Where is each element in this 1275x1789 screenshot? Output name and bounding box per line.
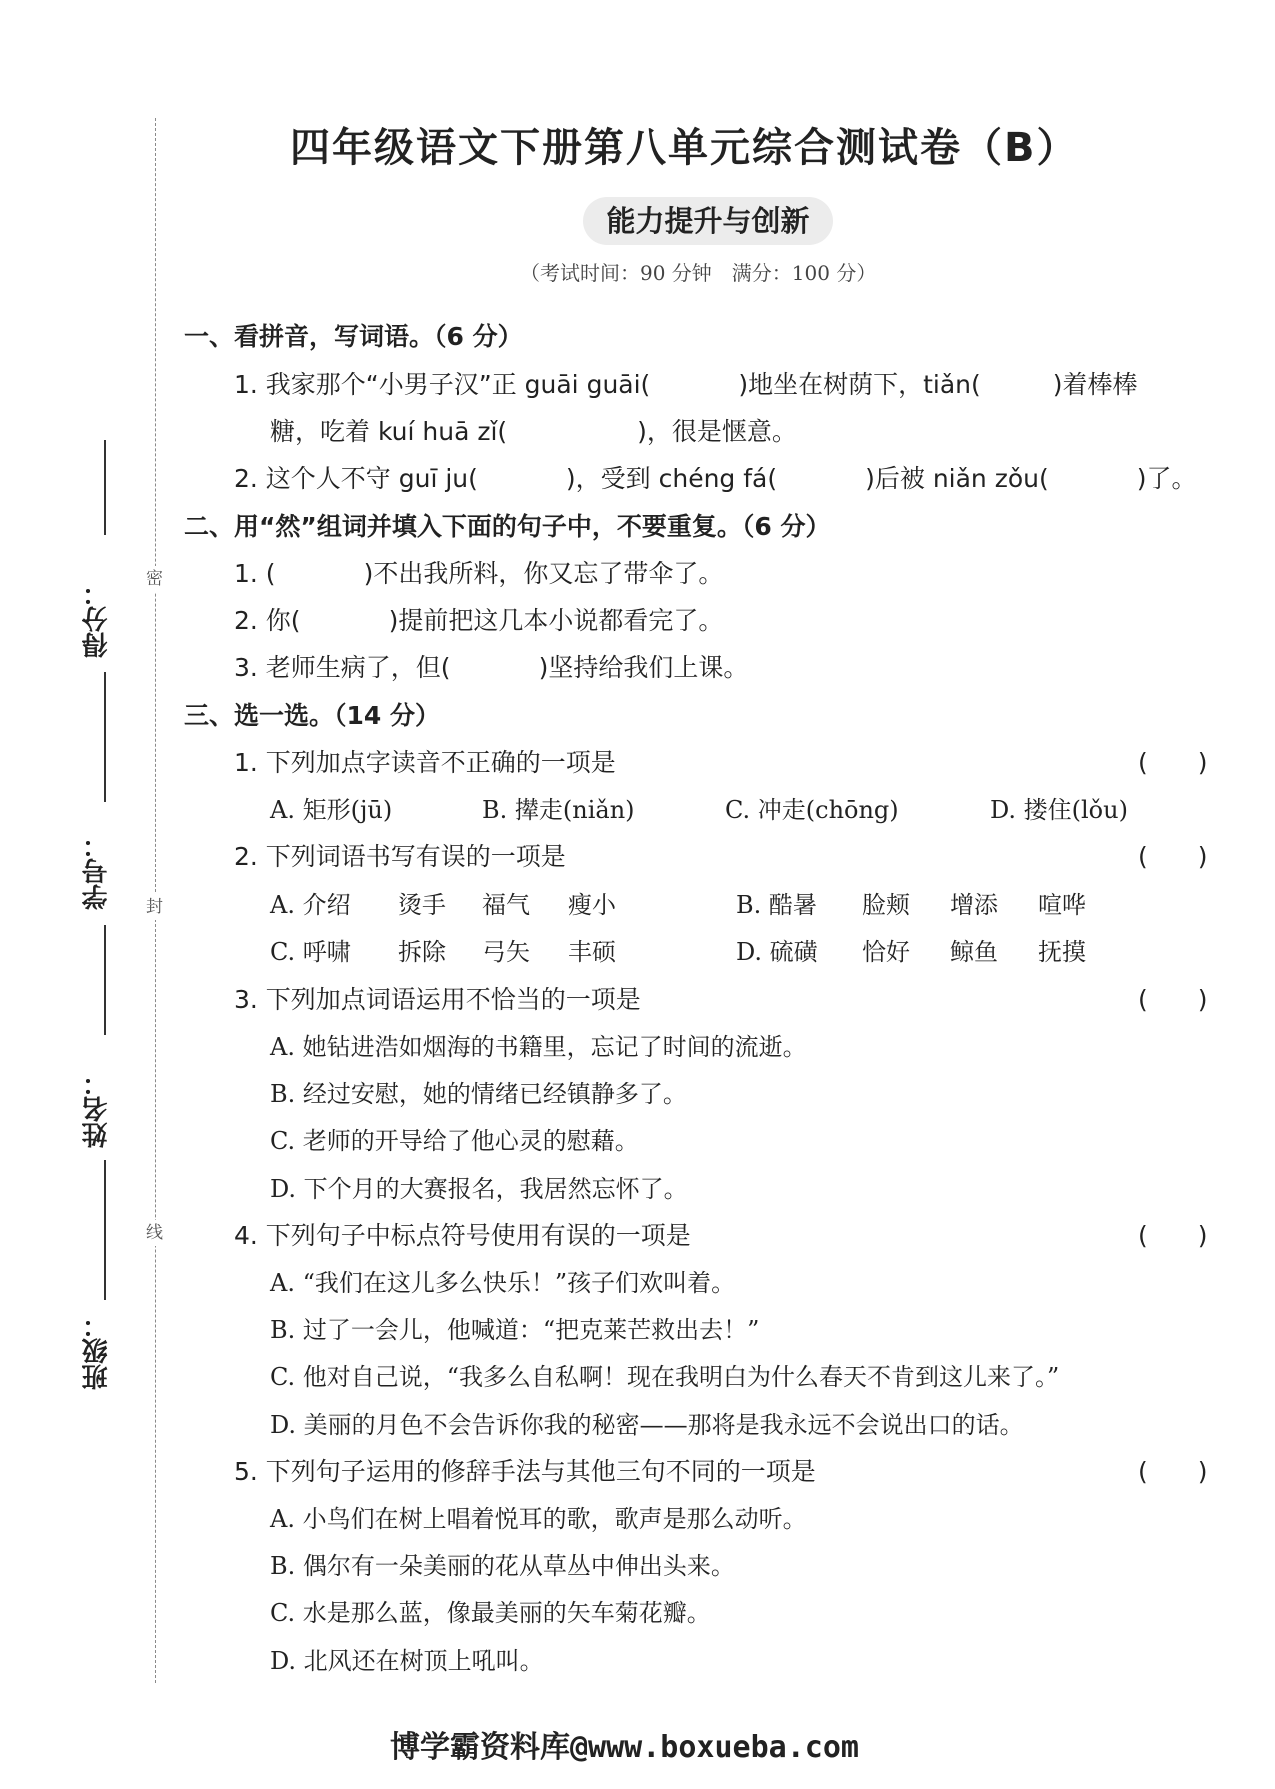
- s3-q4-stem: 4. 下列句子中标点符号使用有误的一项是: [234, 1221, 691, 1250]
- s3-q5-answer-paren: ( ): [1138, 1457, 1208, 1486]
- s1-q1-part-b: )地坐在树荫下，tiǎn(: [738, 370, 981, 399]
- s3-q2-b-word-2: 脸颊: [862, 891, 910, 919]
- s1-q2-part-d: )了。: [1136, 464, 1197, 493]
- s3-q1-option-b: B. 撵走(niǎn): [482, 796, 635, 824]
- s2-q3-part-b: )坚持给我们上课。: [538, 653, 749, 682]
- s3-q3-option-b: B. 经过安慰，她的情绪已经镇静多了。: [270, 1080, 687, 1108]
- s3-q1-option-a: A. 矩形(jū): [270, 796, 393, 824]
- subtitle-badge: 能力提升与创新: [583, 197, 833, 245]
- s3-q1-answer-paren: ( ): [1138, 748, 1208, 777]
- s3-q2-a-word-1: A. 介绍: [270, 891, 351, 919]
- s2-q3-part-a: 3. 老师生病了，但(: [234, 653, 451, 682]
- s1-q2-part-c: )后被 niǎn zǒu(: [865, 464, 1049, 493]
- s3-q3-option-d: D. 下个月的大赛报名，我居然忘怀了。: [270, 1175, 688, 1203]
- s3-q2-b-word-3: 增添: [950, 891, 998, 919]
- class-line: [104, 1160, 106, 1300]
- s3-q1-stem: 1. 下列加点字读音不正确的一项是: [234, 748, 616, 777]
- fold-char-feng: 封: [146, 894, 163, 920]
- s3-q2-a-word-2: 烫手: [398, 891, 446, 919]
- s3-q3-stem: 3. 下列加点词语运用不恰当的一项是: [234, 985, 641, 1014]
- section-1-title: 一、看拼音，写词语。（6 分）: [184, 322, 523, 351]
- s2-question-2: [234, 604, 723, 638]
- exam-info: （考试时间：90 分钟 满分：100 分）: [520, 261, 877, 285]
- name-line: [104, 925, 106, 1035]
- s3-q2-b-word-1: B. 酷暑: [736, 891, 817, 919]
- s3-q5-option-b: B. 偶尔有一朵美丽的花从草丛中伸出头来。: [270, 1552, 735, 1580]
- score-label: 得分：: [82, 580, 112, 658]
- s1-q1-part-a: 1. 我家那个“小男子汉”正 guāi guāi(: [234, 370, 651, 399]
- footer-watermark: 博学霸资料库@www.boxueba.com: [390, 1730, 859, 1765]
- s3-q2-stem: 2. 下列词语书写有误的一项是: [234, 842, 566, 871]
- s3-q3-answer-paren: ( ): [1138, 985, 1208, 1014]
- s1-q1-part-d: 糖，吃着 kuí huā zǐ(: [270, 417, 508, 446]
- s3-q5-option-a: A. 小鸟们在树上唱着悦耳的歌，歌声是那么动听。: [270, 1505, 807, 1533]
- s1-q2-part-b: )，受到 chéng fá(: [565, 464, 778, 493]
- id-line: [104, 672, 106, 802]
- fold-char-mi: 密: [146, 566, 163, 592]
- s3-q2-options-row-1: [270, 888, 1130, 922]
- s3-q2-c-word-3: 弓矢: [482, 938, 530, 966]
- s3-q5-stem: 5. 下列句子运用的修辞手法与其他三句不同的一项是: [234, 1457, 816, 1486]
- name-label: 姓名：: [82, 1070, 112, 1148]
- s1-question-1-cont: [270, 415, 797, 449]
- s3-q2-d-word-2: 恰好: [862, 938, 910, 966]
- s3-q5-option-c: C. 水是那么蓝，像最美丽的矢车菊花瓣。: [270, 1599, 711, 1627]
- s3-q3-option-a: A. 她钻进浩如烟海的书籍里，忘记了时间的流逝。: [270, 1033, 807, 1061]
- binding-strip: [0, 0, 150, 1789]
- s3-q4-option-d: D. 美丽的月色不会告诉你我的秘密——那将是我永远不会说出口的话。: [270, 1411, 1024, 1439]
- s3-q5-option-d: D. 北风还在树顶上吼叫。: [270, 1647, 544, 1675]
- s3-q1-options: [270, 793, 1170, 827]
- section-2-title: 二、用“然”组词并填入下面的句子中，不要重复。（6 分）: [184, 512, 831, 541]
- page-title: 四年级语文下册第八单元综合测试卷（B）: [290, 125, 1079, 171]
- s1-q1-part-e: )，很是惬意。: [637, 417, 797, 446]
- s2-q1-part-a: 1. (: [234, 559, 276, 588]
- s3-q2-a-word-3: 福气: [482, 891, 530, 919]
- s3-q2-c-word-1: C. 呼啸: [270, 938, 351, 966]
- s3-q2-d-word-1: D. 硫磺: [736, 938, 818, 966]
- s3-q2-options-row-2: [270, 935, 1130, 969]
- s3-q2-c-word-4: 丰硕: [568, 938, 616, 966]
- score-line: [104, 440, 106, 535]
- s1-question-2: [234, 462, 1197, 496]
- s2-question-1: [234, 557, 723, 591]
- s3-q4-answer-paren: ( ): [1138, 1221, 1208, 1250]
- s3-q3-option-c: C. 老师的开导给了他心灵的慰藉。: [270, 1127, 639, 1155]
- s3-q2-d-word-3: 鲸鱼: [950, 938, 998, 966]
- fold-char-xian: 线: [146, 1220, 163, 1246]
- s3-q2-answer-paren: ( ): [1138, 842, 1208, 871]
- class-label: 班级：: [82, 1312, 112, 1390]
- s3-q2-c-word-2: 拆除: [398, 938, 446, 966]
- s2-q1-part-b: )不出我所料，你又忘了带伞了。: [363, 559, 724, 588]
- s1-q2-part-a: 2. 这个人不守 guī ju(: [234, 464, 478, 493]
- s3-q4-option-b: B. 过了一会儿，他喊道：“把克莱芒救出去！”: [270, 1316, 760, 1344]
- s3-q4-option-c: C. 他对自己说，“我多么自私啊！现在我明白为什么春天不肯到这儿来了。”: [270, 1363, 1060, 1391]
- s1-q1-part-c: )着棒棒: [1052, 370, 1138, 399]
- s3-q2-a-word-4: 瘦小: [568, 891, 616, 919]
- s3-q1-option-c: C. 冲走(chōng): [725, 796, 899, 824]
- student-id-label: 学号：: [82, 832, 112, 910]
- s2-question-3: [234, 651, 748, 685]
- s3-q1-option-d: D. 搂住(lǒu): [990, 796, 1128, 824]
- s2-q2-part-b: )提前把这几本小说都看完了。: [388, 606, 724, 635]
- s3-q4-option-a: A. “我们在这儿多么快乐！”孩子们欢叫着。: [270, 1269, 736, 1297]
- s3-q2-d-word-4: 抚摸: [1038, 938, 1086, 966]
- s3-q2-b-word-4: 喧哗: [1038, 891, 1086, 919]
- section-3-title: 三、选一选。（14 分）: [184, 701, 440, 730]
- s1-question-1: [234, 368, 1138, 402]
- s2-q2-part-a: 2. 你(: [234, 606, 301, 635]
